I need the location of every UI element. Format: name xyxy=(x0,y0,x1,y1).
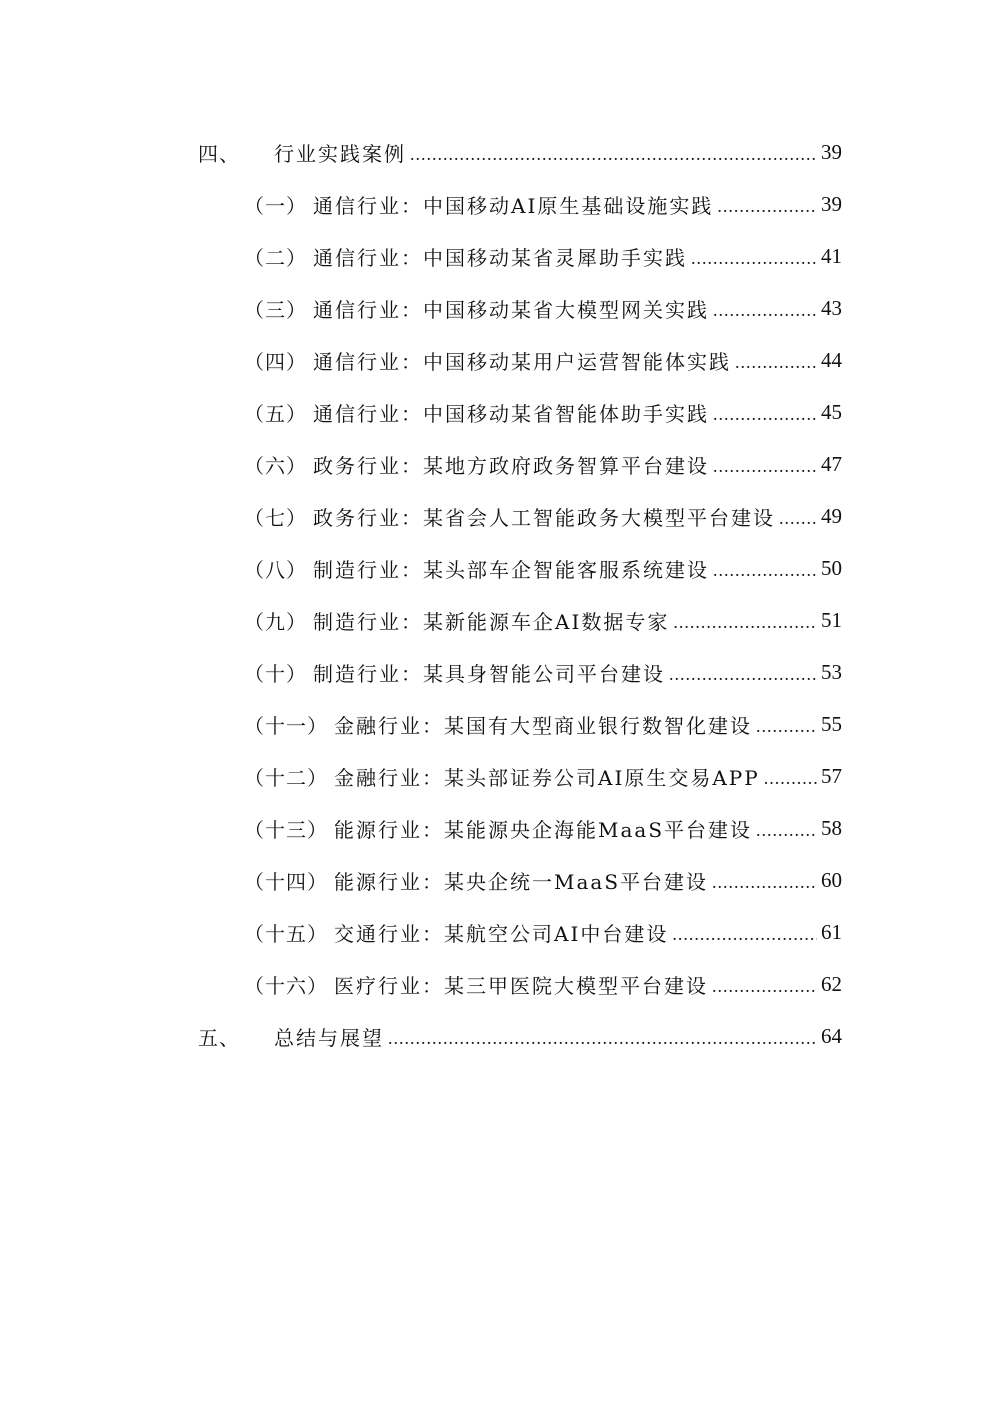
toc-dot-leader xyxy=(717,196,817,217)
toc-page-number: 47 xyxy=(821,451,842,476)
toc-dot-leader xyxy=(756,716,817,737)
toc-page-number: 49 xyxy=(821,503,842,528)
toc-page-number: 60 xyxy=(821,867,842,892)
toc-page-number: 45 xyxy=(821,399,842,424)
toc-entry-title: 通信行业：中国移动某省大模型网关实践 xyxy=(313,297,709,322)
toc-dot-leader xyxy=(672,924,817,945)
toc-subsection-entry[interactable] xyxy=(0,802,992,854)
toc-entry-title: 政务行业：某地方政府政务智算平台建设 xyxy=(313,453,709,478)
toc-entry-number: （四） xyxy=(244,349,307,374)
toc-dot-leader xyxy=(713,560,817,581)
toc-entry-number: （二） xyxy=(244,245,307,270)
toc-entry-number: （八） xyxy=(244,557,307,582)
toc-page-number: 61 xyxy=(821,919,842,944)
toc-page-number: 62 xyxy=(821,971,842,996)
toc-dot-leader xyxy=(388,1028,817,1049)
toc-entry-number: （十一） xyxy=(244,713,328,738)
toc-subsection-entry[interactable] xyxy=(0,438,992,490)
toc-page-number: 39 xyxy=(821,139,842,164)
toc-dot-leader xyxy=(756,820,817,841)
toc-subsection-entry[interactable] xyxy=(0,334,992,386)
toc-entry-title: 通信行业：中国移动某用户运营智能体实践 xyxy=(313,349,731,374)
toc-subsection-entry[interactable] xyxy=(0,490,992,542)
toc-entry-number: （九） xyxy=(244,609,307,634)
toc-entry-title: 通信行业：中国移动某省灵犀助手实践 xyxy=(313,245,687,270)
toc-subsection-entry[interactable] xyxy=(0,542,992,594)
toc-dot-leader xyxy=(669,664,817,685)
toc-subsection-entry[interactable] xyxy=(0,178,992,230)
toc-entry-number: （十三） xyxy=(244,817,328,842)
toc-entry-title: 政务行业：某省会人工智能政务大模型平台建设 xyxy=(313,505,775,530)
toc-entry-number: （十四） xyxy=(244,869,328,894)
toc-entry-title: 行业实践案例 xyxy=(274,141,406,166)
toc-entry-title: 能源行业：某能源央企海能MaaS平台建设 xyxy=(334,817,753,842)
toc-entry-number: （六） xyxy=(244,453,307,478)
toc-dot-leader xyxy=(410,144,817,165)
toc-entry-title: 金融行业：某国有大型商业银行数智化建设 xyxy=(334,713,752,738)
toc-entry-title: 交通行业：某航空公司AI中台建设 xyxy=(334,921,669,946)
toc-section-entry[interactable] xyxy=(0,1010,992,1062)
toc-dot-leader xyxy=(713,456,817,477)
toc-page-number: 55 xyxy=(821,711,842,736)
toc-subsection-entry[interactable] xyxy=(0,958,992,1010)
toc-page-number: 64 xyxy=(821,1023,842,1048)
toc-subsection-entry[interactable] xyxy=(0,230,992,282)
toc-page-number: 41 xyxy=(821,243,842,268)
toc-subsection-entry[interactable] xyxy=(0,750,992,802)
toc-page-number: 58 xyxy=(821,815,842,840)
toc-dot-leader xyxy=(713,404,817,425)
toc-entry-title: 医疗行业：某三甲医院大模型平台建设 xyxy=(334,973,708,998)
toc-subsection-entry[interactable] xyxy=(0,386,992,438)
toc-entry-title: 制造行业：某具身智能公司平台建设 xyxy=(313,661,665,686)
toc-entry-title: 金融行业：某头部证券公司AI原生交易APP xyxy=(334,765,760,790)
toc-page-number: 53 xyxy=(821,659,842,684)
toc-page-number: 50 xyxy=(821,555,842,580)
toc-entry-number: （十） xyxy=(244,661,307,686)
toc-subsection-entry[interactable] xyxy=(0,594,992,646)
toc-subsection-entry[interactable] xyxy=(0,906,992,958)
toc-dot-leader xyxy=(712,872,817,893)
toc-entry-title: 通信行业：中国移动AI原生基础设施实践 xyxy=(313,193,714,218)
toc-page-number: 51 xyxy=(821,607,842,632)
toc-dot-leader xyxy=(691,248,817,269)
toc-section-entry[interactable] xyxy=(0,126,992,178)
toc-entry-number: （十二） xyxy=(244,765,328,790)
toc-entry-title: 能源行业：某央企统一MaaS平台建设 xyxy=(334,869,709,894)
toc-page-number: 39 xyxy=(821,191,842,216)
toc-entry-number: （三） xyxy=(244,297,307,322)
table-of-contents xyxy=(0,126,992,1062)
toc-entry-number: （七） xyxy=(244,505,307,530)
toc-dot-leader xyxy=(764,768,817,789)
toc-subsection-entry[interactable] xyxy=(0,698,992,750)
toc-dot-leader xyxy=(673,612,817,633)
toc-dot-leader xyxy=(779,508,817,529)
toc-page-number: 44 xyxy=(821,347,842,372)
toc-entry-number: （五） xyxy=(244,401,307,426)
toc-page-number: 57 xyxy=(821,763,842,788)
toc-subsection-entry[interactable] xyxy=(0,854,992,906)
toc-subsection-entry[interactable] xyxy=(0,282,992,334)
toc-entry-number: 四、 xyxy=(198,141,240,166)
toc-entry-number: 五、 xyxy=(198,1025,240,1050)
toc-dot-leader xyxy=(735,352,817,373)
toc-entry-number: （十五） xyxy=(244,921,328,946)
toc-entry-title: 通信行业：中国移动某省智能体助手实践 xyxy=(313,401,709,426)
toc-entry-title: 总结与展望 xyxy=(274,1025,384,1050)
toc-page-number: 43 xyxy=(821,295,842,320)
toc-entry-number: （十六） xyxy=(244,973,328,998)
toc-dot-leader xyxy=(712,976,817,997)
toc-entry-number: （一） xyxy=(244,193,307,218)
toc-entry-title: 制造行业：某头部车企智能客服系统建设 xyxy=(313,557,709,582)
toc-subsection-entry[interactable] xyxy=(0,646,992,698)
toc-entry-title: 制造行业：某新能源车企AI数据专家 xyxy=(313,609,670,634)
toc-dot-leader xyxy=(713,300,817,321)
